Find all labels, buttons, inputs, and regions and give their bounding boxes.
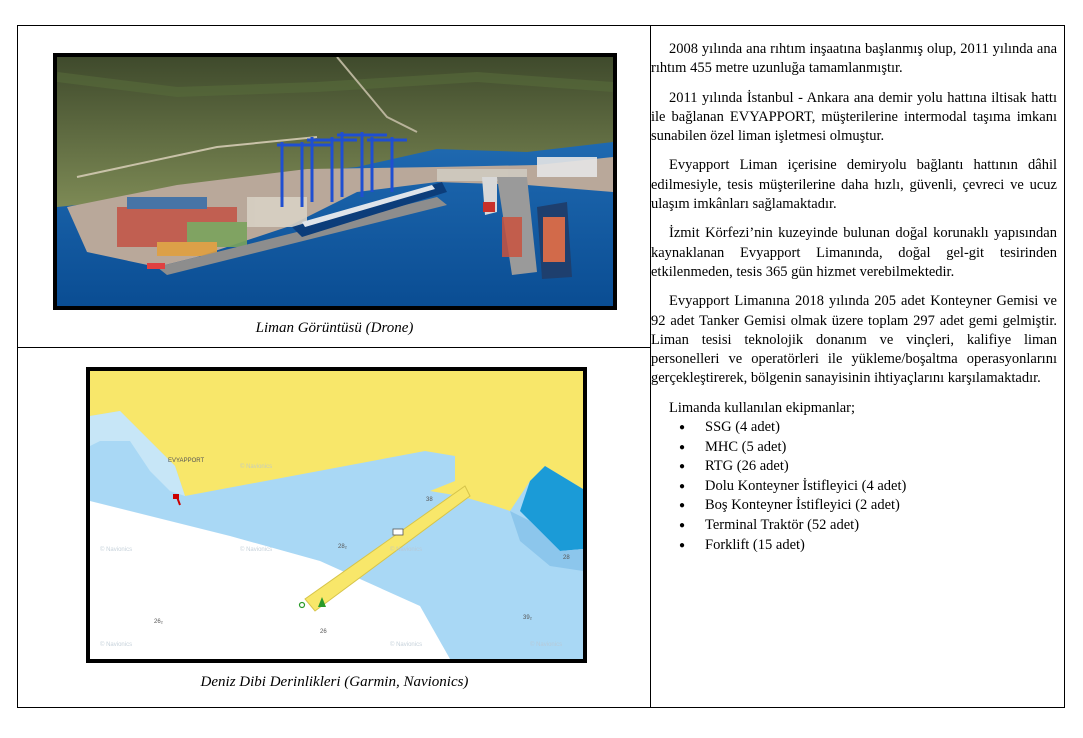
equipment-item: ● Terminal Traktör (52 adet): [679, 516, 1057, 536]
equipment-item: ● SSG (4 adet): [679, 418, 1057, 438]
depth-label: 28₂: [338, 544, 348, 550]
depth-map-caption: Deniz Dibi Derinlikleri (Garmin, Navionics): [200, 674, 469, 690]
watermark: © Navionics: [530, 642, 563, 648]
drone-photo-caption: Liman Görüntüsü (Drone): [255, 320, 414, 336]
equipment-item: ● Dolu Konteyner İstifleyici (4 adet): [679, 477, 1057, 497]
equipment-item: ● Forklift (15 adet): [679, 536, 1057, 556]
watermark: © Navionics: [240, 464, 273, 470]
watermark: © Navionics: [240, 547, 273, 553]
watermark: © Navionics: [100, 642, 133, 648]
watermark: © Navionics: [390, 642, 423, 648]
equipment-item: ● MHC (5 adet): [679, 438, 1057, 458]
paragraph: İzmit Körfezi’nin kuzeyinde bulunan doğal korunaklı yapısından kaynaklanan Evyapport Limanında, doğal gel-git tesirinden etkilenmeden, tesis 365 gün hizmet verebilmektedir.: [651, 225, 1057, 280]
watermark: © Navionics: [390, 547, 423, 553]
equipment-list: [651, 418, 1057, 555]
row-divider: [18, 347, 651, 348]
depth-label: 26₂: [154, 619, 164, 625]
equipment-item: ● RTG (26 adet): [679, 457, 1057, 477]
paragraph: Evyapport Limanına 2018 yılında 205 adet Konteyner Gemisi ve 92 adet Tanker Gemisi olmak üzere toplam 297 adet gemi gelmiştir. Liman tesisi teknolojik donanım ve vinçleri, kalifiye liman personelleri ve operatörleri ile yükleme/boşaltma operasyonlarını gerçekleştirerek, bölgenin sanayisinin ihtiyaçlarını karşılamaktadır.: [651, 293, 1057, 387]
place-label: EVYAPPORT: [168, 458, 205, 464]
description-text: [651, 40, 1057, 555]
paragraph: Evyapport Liman içerisine demiryolu bağlantı hattının dâhil edilmesiyle, tesis müşterilerine daha hızlı, güvenli, çevreci ve ucuz ulaşım imkânları sağlamaktadır.: [651, 157, 1057, 213]
watermark: © Navionics: [100, 547, 133, 553]
equipment-title: Limanda kullanılan ekipmanlar;: [669, 399, 856, 416]
depth-label: 26: [320, 629, 327, 635]
paragraph: 2008 yılında ana rıhtım inşaatına başlanmış olup, 2011 yılında ana rıhtım 455 metre uzunluğa tamamlanmıştır.: [651, 41, 1057, 77]
depth-label: 39₂: [523, 615, 533, 621]
harbor-icon: [393, 529, 403, 535]
equipment-item: ● Boş Konteyner İstifleyici (2 adet): [679, 496, 1057, 516]
depth-label: 28: [563, 555, 570, 561]
depth-chart-map: [86, 367, 587, 663]
depth-label: 38: [426, 497, 433, 503]
paragraph: 2011 yılında İstanbul - Ankara ana demir yolu hattına iltisak hattı ile bağlanan EVYAPPORT, müşterilerine intermodal taşıma imkanı sunabilen özel liman işletmesi olmuştur.: [651, 89, 1057, 145]
port-drone-photo: [53, 53, 617, 310]
